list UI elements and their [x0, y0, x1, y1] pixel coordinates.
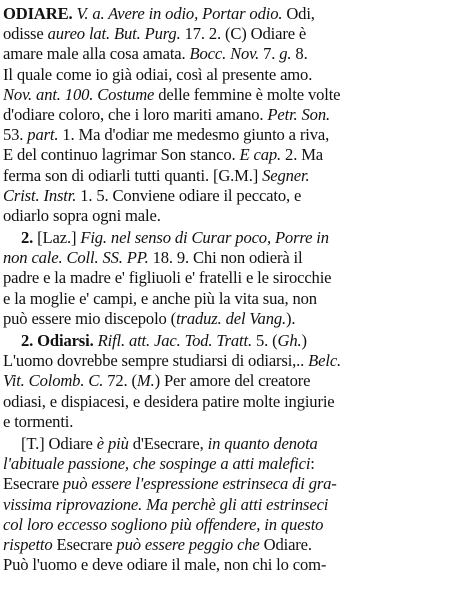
- text-line: [3, 434, 458, 454]
- text-run: Odi,: [282, 4, 315, 23]
- text-line: [3, 331, 458, 351]
- text-run: ) Per amore del creatore: [154, 371, 311, 391]
- text-line: [3, 309, 458, 329]
- italic-text: rispetto: [3, 534, 53, 554]
- italic-text: Belc.: [308, 351, 342, 371]
- headword: ODIARE.: [3, 4, 73, 23]
- text-run: E del continuo lagrimar Son stanco.: [3, 145, 240, 165]
- text-line: [3, 105, 458, 125]
- text-line: [3, 44, 458, 64]
- italic-text: può essere peggio che: [116, 534, 260, 554]
- text-run: 1. Ma d'odiar me medesmo giunto a riva,: [58, 125, 330, 145]
- text-run: 2. Ma: [281, 145, 324, 165]
- text-run: d'odiare coloro, che i loro mariti amano.: [3, 104, 268, 124]
- headword: 2.: [21, 228, 34, 248]
- text-run: 7.: [259, 44, 280, 64]
- italic-text: Rifl. att. Jac. Tod. Tratt.: [97, 331, 252, 350]
- italic-text: part.: [27, 125, 59, 145]
- text-run: 1. 5. Conviene odiare il peccato, e: [76, 185, 302, 205]
- text-line: [3, 268, 458, 288]
- text-line: [3, 454, 458, 474]
- text-run: Odiare.: [259, 534, 312, 554]
- text-run: 17. 2. (C) Odiare è: [180, 24, 307, 44]
- text-line: [3, 289, 458, 309]
- italic-text: traduz. del Vang.: [176, 308, 286, 328]
- italic-text: col loro eccesso sogliono più offendere, in questo: [3, 514, 324, 534]
- text-run: 53.: [3, 125, 28, 145]
- sense-2-figurative: [3, 228, 458, 329]
- text-run: ): [301, 331, 307, 350]
- text-line: [3, 145, 458, 165]
- text-run: 5. (: [251, 331, 278, 350]
- italic-text: vissima riprovazione. Ma perchè gli atti estrinseci: [3, 494, 329, 514]
- text-run: può essere mio discepolo (: [3, 308, 177, 328]
- text-run: Esecrare: [52, 534, 117, 554]
- text-line: [3, 515, 458, 535]
- text-line: [3, 166, 458, 186]
- italic-text: può essere l'espressione estrinseca di gra-: [62, 474, 337, 494]
- italic-text: g.: [279, 44, 292, 64]
- text-run: Può l'uomo e deve odiare il male, non chi lo com-: [3, 555, 327, 575]
- headword: 2. Odiarsi.: [21, 331, 94, 350]
- italic-text: è più: [96, 433, 129, 453]
- text-run: [Laz.]: [33, 228, 81, 248]
- text-run: 18. 9. Chi non odierà il: [148, 248, 303, 268]
- text-run: e tormenti.: [3, 411, 74, 431]
- sense-2-odiarsi: [3, 331, 458, 432]
- text-run: padre e la madre e' figliuoli e' fratelli e le sirocchie: [3, 268, 332, 288]
- text-line: [3, 186, 458, 206]
- text-run: odisse: [3, 24, 48, 44]
- italic-text: non cale. Coll. SS. PP.: [3, 248, 149, 268]
- text-line: [3, 474, 458, 494]
- text-run: delle femmine è molte volte: [154, 84, 341, 104]
- italic-text: Crist. Instr.: [3, 185, 77, 205]
- text-line: [3, 392, 458, 412]
- text-line: [3, 85, 458, 105]
- italic-text: E cap.: [239, 145, 282, 165]
- text-run: odiasi, e dispiacesi, e desidera patire molte ingiurie: [3, 391, 335, 411]
- text-line: [3, 125, 458, 145]
- italic-text: in quanto denota: [207, 433, 318, 453]
- text-line: [3, 4, 458, 24]
- italic-text: aureo lat. But. Purg.: [47, 24, 181, 44]
- italic-text: Bocc. Nov.: [189, 44, 260, 64]
- entry-odiare: [3, 4, 458, 226]
- italic-text: Nov. ant. 100. Costume: [3, 84, 155, 104]
- text-line: [3, 206, 458, 226]
- text-line: [3, 65, 458, 85]
- text-line: [3, 495, 458, 515]
- text-run: 72. (: [103, 371, 137, 391]
- text-run: :: [310, 454, 315, 474]
- italic-text: Vit. Colomb. C.: [3, 371, 104, 391]
- text-line: [3, 535, 458, 555]
- text-run: ferma son di odiarli tutti quanti. [G.M.]: [3, 165, 263, 185]
- text-line: [3, 555, 458, 575]
- text-run: e la moglie e' campi, e anche più la vita sua, non: [3, 288, 317, 308]
- text-run: odiarlo sopra ogni male.: [3, 205, 161, 225]
- text-run: 8.: [291, 44, 308, 64]
- text-run: amare male alla cosa amata.: [3, 44, 190, 64]
- text-run: Il quale come io già odiai, così al presente amo.: [3, 64, 313, 84]
- italic-text: Segner.: [262, 165, 310, 185]
- text-run: Esecrare: [3, 474, 63, 494]
- text-line: [3, 228, 458, 248]
- italic-text: l'abituale passione, che sospinge a atti malefici: [3, 454, 311, 474]
- text-line: [3, 24, 458, 44]
- text-run: ).: [285, 308, 296, 328]
- text-run: d'Esecrare,: [128, 433, 208, 453]
- text-line: [3, 371, 458, 391]
- italic-text: Gh.: [277, 331, 302, 350]
- italic-text: Fig. nel senso di Curar poco, Porre in: [80, 228, 329, 248]
- synonym-note: [3, 434, 458, 575]
- text-run: [T.] Odiare: [21, 433, 97, 453]
- italic-text: Petr. Son.: [267, 104, 330, 124]
- italic-text: M.: [136, 371, 155, 391]
- italic-text: V. a. Avere in odio, Portar odio.: [76, 4, 283, 23]
- text-line: [3, 248, 458, 268]
- text-line: [3, 412, 458, 432]
- text-line: [3, 351, 458, 371]
- text-run: L'uomo dovrebbe sempre studiarsi di odiarsi,..: [3, 351, 309, 371]
